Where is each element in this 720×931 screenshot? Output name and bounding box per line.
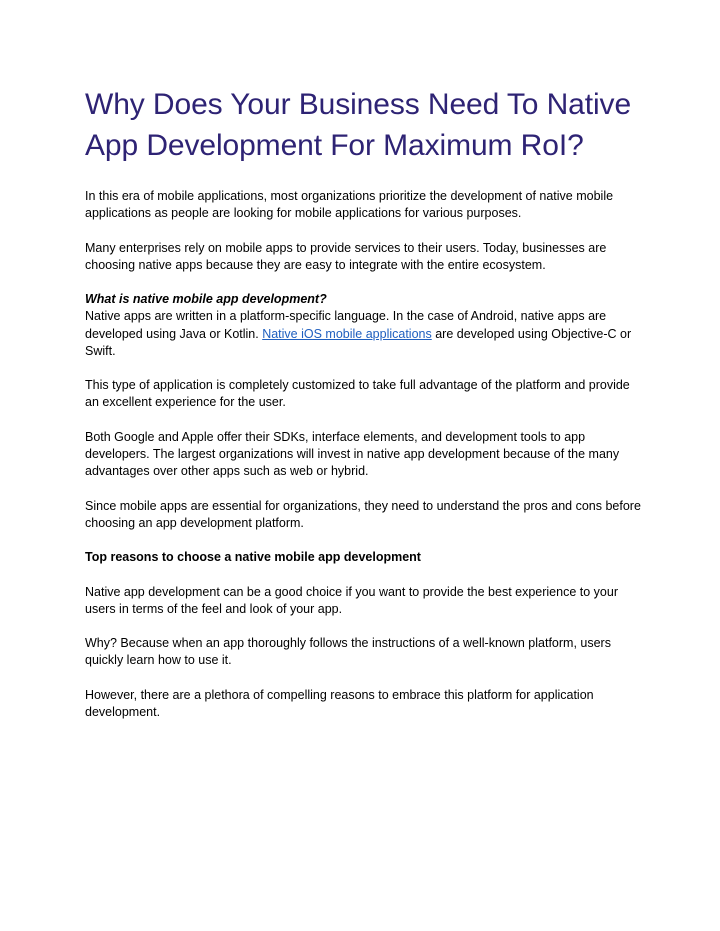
paragraph-sdks: Both Google and Apple offer their SDKs, interface elements, and development tools to app developers. The largest organizations will invest in native app development because of the many advantages over other apps such as web or hybrid. [85, 429, 620, 479]
text-objective-c-swift: are developed using Objective-C or Swift. [85, 326, 632, 358]
document-page [85, 84, 645, 738]
paragraph-best-experience: Native app development can be a good choice if you want to provide the best experience to your users in terms of the feel and look of your app. [85, 584, 618, 616]
paragraph-customized: This type of application is completely customized to take full advantage of the platform and provide an excellent experience for the user. [85, 378, 630, 410]
paragraph-pros-cons: Since mobile apps are essential for organizations, they need to understand the pros and cons before choosing an app development platform. [85, 498, 641, 530]
paragraph-compelling-reasons: However, there are a plethora of compelling reasons to embrace this platform for application development. [85, 687, 594, 719]
paragraph-why: Why? Because when an app thoroughly follows the instructions of a well-known platform, users quickly learn how to use it. [85, 636, 611, 668]
paragraph-native-definition [85, 291, 645, 360]
subheading-what-is-native: What is native mobile app development? [85, 292, 327, 307]
document-title: Why Does Your Business Need To Native App Development For Maximum RoI? [85, 88, 632, 162]
link-native-ios-apps[interactable]: Native iOS mobile applications [262, 326, 432, 341]
paragraph-enterprises: Many enterprises rely on mobile apps to provide services to their users. Today, businesses are choosing native apps because they are easy to integrate with the entire ecosystem. [85, 240, 607, 272]
subheading-top-reasons: Top reasons to choose a native mobile app development [85, 550, 421, 565]
paragraph-intro: In this era of mobile applications, most organizations prioritize the development of native mobile applications as people are looking for mobile applications for various purposes. [85, 189, 614, 221]
text-native-languages: Native apps are written in a platform-specific language. In the case of Android, native apps are developed using Java or Kotlin. [85, 309, 607, 341]
